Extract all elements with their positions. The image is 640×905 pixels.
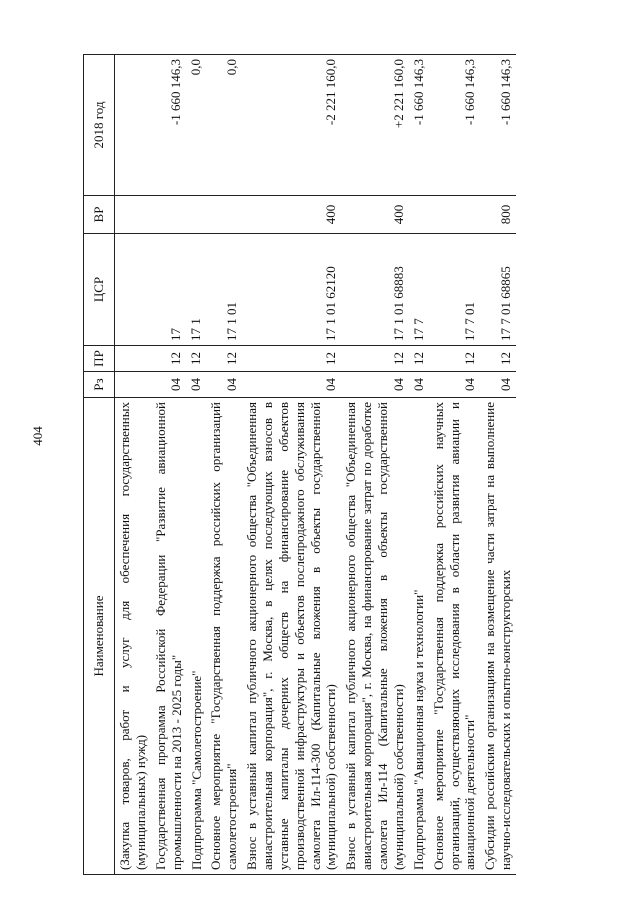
row-vr xyxy=(206,196,242,234)
row-csr: 17 1 01 68883 xyxy=(341,234,408,346)
row-amount: +2 221 160,0 xyxy=(341,55,408,196)
row-pr: 12 xyxy=(429,346,481,372)
table-row xyxy=(429,55,481,875)
row-name: Взнос в уставный капитал публичного акционерного общества "Объединенная авиастроительная корпорация", г. Москва, в целях последующих взносов в уставные капиталы дочерних обществ на финансирование объектов производственной инфраструктуры и объектов послепродажного обслуживания самолета Ил-114-300 (Капитальные вложения в объекты государственной (муниципальной) собственности) xyxy=(242,398,341,875)
row-vr: 400 xyxy=(242,196,341,234)
table-row xyxy=(151,55,187,875)
header-csr: ЦСР xyxy=(84,234,115,346)
row-csr: 17 1 01 xyxy=(206,234,242,346)
row-csr: 17 1 01 62120 xyxy=(242,234,341,346)
row-amount: 0,0 xyxy=(186,55,206,196)
row-rz: 04 xyxy=(242,372,341,398)
budget-table xyxy=(83,54,516,875)
rotated-page xyxy=(83,55,640,875)
row-rz: 04 xyxy=(480,372,516,398)
row-rz: 04 xyxy=(151,372,187,398)
table-row xyxy=(186,55,206,875)
row-vr xyxy=(186,196,206,234)
table-row xyxy=(409,55,429,875)
row-vr xyxy=(151,196,187,234)
table-row xyxy=(480,55,516,875)
row-vr: 400 xyxy=(341,196,408,234)
header-name: Наименование xyxy=(84,398,115,875)
row-pr xyxy=(115,346,151,372)
row-vr xyxy=(115,196,151,234)
row-amount: -1 660 146,3 xyxy=(151,55,187,196)
row-pr: 12 xyxy=(186,346,206,372)
header-amount: 2018 год xyxy=(84,55,115,196)
row-rz: 04 xyxy=(341,372,408,398)
row-pr: 12 xyxy=(151,346,187,372)
header-rz: Рз xyxy=(84,372,115,398)
row-csr: 17 7 01 68865 xyxy=(480,234,516,346)
row-rz: 04 xyxy=(409,372,429,398)
row-amount: -1 660 146,3 xyxy=(409,55,429,196)
header-vr: ВР xyxy=(84,196,115,234)
row-amount xyxy=(115,55,151,196)
table-row xyxy=(341,55,408,875)
row-vr xyxy=(409,196,429,234)
row-pr: 12 xyxy=(409,346,429,372)
row-rz: 04 xyxy=(186,372,206,398)
row-amount: -1 660 146,3 xyxy=(429,55,481,196)
row-name: Взнос в уставный капитал публичного акционерного общества "Объединенная авиастроительная корпорация", г. Москва, на финансирование затрат по доработке самолета Ил-114 (Капитальные вложения в объекты государственной (муниципальной) собственности) xyxy=(341,398,408,875)
row-vr xyxy=(429,196,481,234)
row-amount: -1 660 146,3 xyxy=(480,55,516,196)
row-rz xyxy=(115,372,151,398)
table-row xyxy=(115,55,151,875)
row-csr xyxy=(115,234,151,346)
row-rz: 04 xyxy=(429,372,481,398)
row-rz: 04 xyxy=(206,372,242,398)
row-name: Государственная программа Российской Федерации "Развитие авиационной промышленности на 2013 - 2025 годы" xyxy=(151,398,187,875)
row-csr: 17 1 xyxy=(186,234,206,346)
row-vr: 800 xyxy=(480,196,516,234)
row-pr: 12 xyxy=(206,346,242,372)
row-csr: 17 7 xyxy=(409,234,429,346)
row-name: Основное мероприятие "Государственная поддержка российских научных организаций, осуществляющих исследования в области развития авиации и авиационной деятельности" xyxy=(429,398,481,875)
row-name: (Закупка товаров, работ и услуг для обеспечения государственных (муниципальных) нужд) xyxy=(115,398,151,875)
table-row xyxy=(206,55,242,875)
row-pr: 12 xyxy=(242,346,341,372)
row-name: Подпрограмма "Самолетостроение" xyxy=(186,398,206,875)
row-name: Основное мероприятие "Государственная поддержка российских организаций самолетостроения" xyxy=(206,398,242,875)
page-number: 404 xyxy=(30,426,45,446)
row-amount: 0,0 xyxy=(206,55,242,196)
row-pr: 12 xyxy=(480,346,516,372)
header-pr: ПР xyxy=(84,346,115,372)
row-amount: -2 221 160,0 xyxy=(242,55,341,196)
row-name: Подпрограмма "Авиационная наука и технологии" xyxy=(409,398,429,875)
row-csr: 17 xyxy=(151,234,187,346)
row-csr: 17 7 01 xyxy=(429,234,481,346)
header-row xyxy=(84,55,115,875)
table-row xyxy=(242,55,341,875)
row-name: Субсидии российским организациям на возмещение части затрат на выполнение научно-исследовательских и опытно-конструкторских xyxy=(480,398,516,875)
row-pr: 12 xyxy=(341,346,408,372)
